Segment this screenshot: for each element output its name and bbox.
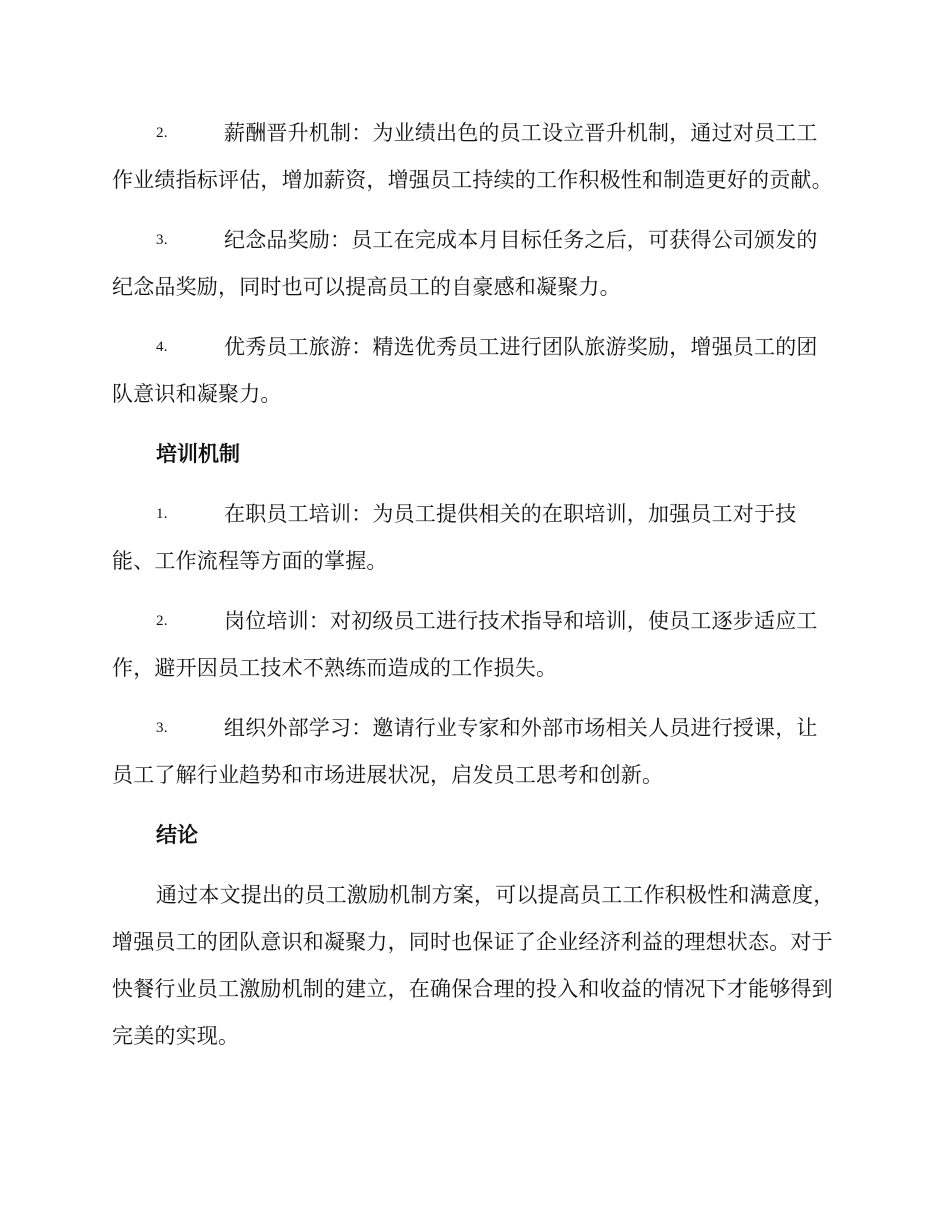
list-item	[112, 217, 836, 311]
list-item	[112, 598, 836, 692]
list-text: 岗位培训：对初级员工进行技术指导和培训，使员工逐步适应工作，避开因员工技术不熟练而造成的工作损失。	[112, 609, 818, 680]
list-number: 4.	[156, 339, 168, 355]
list-text: 在职员工培训：为员工提供相关的在职培训，加强员工对于技能、工作流程等方面的掌握。	[112, 502, 797, 573]
list-number: 3.	[156, 720, 168, 736]
list-item	[112, 324, 836, 418]
list-number: 2.	[156, 613, 168, 629]
list-text: 薪酬晋升机制：为业绩出色的员工设立晋升机制，通过对员工工作业绩指标评估，增加薪资，增强员工持续的工作积极性和制造更好的贡献。	[112, 121, 833, 192]
list-text: 纪念品奖励：员工在完成本月目标任务之后，可获得公司颁发的纪念品奖励，同时也可以提高员工的自豪感和凝聚力。	[112, 228, 818, 299]
section-heading-conclusion: 结论	[156, 823, 198, 847]
list-number: 2.	[156, 125, 168, 141]
list-item	[112, 110, 836, 204]
list-item	[112, 705, 836, 799]
list-text: 组织外部学习：邀请行业专家和外部市场相关人员进行授课，让员工了解行业趋势和市场进展状况，启发员工思考和创新。	[112, 716, 818, 787]
section-heading-training: 培训机制	[156, 442, 240, 466]
document-content	[112, 110, 836, 1060]
list-text: 优秀员工旅游：精选优秀员工进行团队旅游奖励，增强员工的团队意识和凝聚力。	[112, 335, 818, 406]
list-item	[112, 491, 836, 585]
list-number: 3.	[156, 232, 168, 248]
conclusion-paragraph: 通过本文提出的员工激励机制方案，可以提高员工工作积极性和满意度，增强员工的团队意识和凝聚力，同时也保证了企业经济利益的理想状态。对于快餐行业员工激励机制的建立，在确保合理的投入和收益的情况下才能够得到完美的实现。	[112, 883, 835, 1048]
list-number: 1.	[156, 506, 168, 522]
